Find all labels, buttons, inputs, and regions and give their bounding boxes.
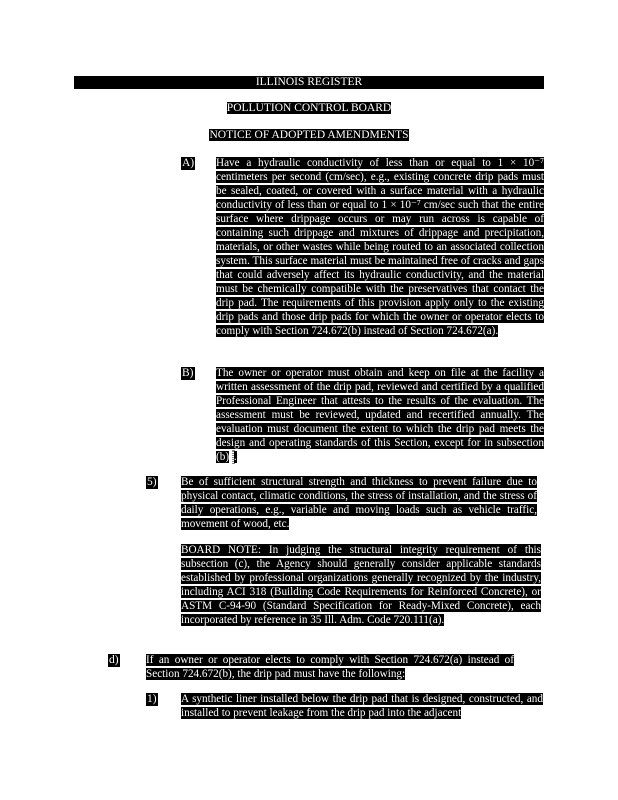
item-d1-body: A synthetic liner installed below the drip pad that is designed, constructed, and installed to prevent leakage from the drip pad into the adjacent [181,693,543,719]
item-b-text [216,366,544,464]
item-5-label: 5) [147,476,157,488]
board-note-body: BOARD NOTE: In judging the structural integrity requirement of this subsection (c), the Agency should generally consider applicable standards established by professional organizations generally recognized by the industry, including ACI 318 (Building Code Requirements for Reinforced Concrete), or ASTM C-94-90 (Standard Specification for Ready-Mixed Concrete), each incorporated by reference in 35 Ill. Adm. Code 720.111(a). [181,544,541,626]
item-d1-label: 1) [147,693,157,705]
item-d-label: d) [109,654,119,666]
register-title-text: ILLINOIS REGISTER [255,76,363,88]
item-5-text [181,475,537,531]
item-d1-text [181,692,543,720]
board-note [181,543,541,627]
item-b-body: The owner or operator must obtain and keep on file at the facility a written assessment of the drip pad, reviewed and certified by a qualified Professional Engineer that attests to the results of the evaluation. The assessment must be reviewed, updated and recertified annually. The evaluation must document the extent to which the drip pad meets the design and operating standards of this Section, except for in subsection (b) [216,367,544,463]
item-a-text [216,156,544,338]
item-d-text [146,653,514,681]
notice-title [0,129,618,142]
item-b-label: B) [182,367,194,379]
item-a-body: Have a hydraulic conductivity of less than or equal to 1 × 10⁻⁷ centimeters per second (cm/sec), e.g., existing concrete drip pads must be sealed, coated, or covered with a surface material with a hydraulic conductivity of less than or equal to 1 × 10⁻⁷ cm/sec such that the entire surface where drippage occurs or may run across is capable of containing such drippage and mixtures of drippage and precipitation, materials, or other wastes while being routed to an associated collection system. This surface material must be maintained free of cracks and gaps that could adversely affect its hydraulic conductivity, and the material must be chemically compatible with the preservatives that contact the drip pad. The requirements of this provision apply only to the existing drip pads and those drip pads for which the owner or operator elects to comply with Section 724.672(b) instead of Section 724.672(a). [216,157,544,337]
board-title [0,102,618,115]
item-d-body: If an owner or operator elects to comply with Section 724.672(a) instead of Section 724.672(b), the drip pad must have the following: [146,654,514,680]
item-b-tail: . [233,451,237,463]
item-5-body: Be of sufficient structural strength and thickness to prevent failure due to physical contact, climatic conditions, the stress of installation, and the stress of daily operations, e.g., variable and moving loads such as vehicle traffic, movement of wood, etc. [181,476,537,530]
board-title-text: POLLUTION CONTROL BOARD [226,102,392,114]
notice-title-text: NOTICE OF ADOPTED AMENDMENTS [209,129,409,141]
register-title [74,76,544,89]
item-a-label: A) [182,157,195,169]
